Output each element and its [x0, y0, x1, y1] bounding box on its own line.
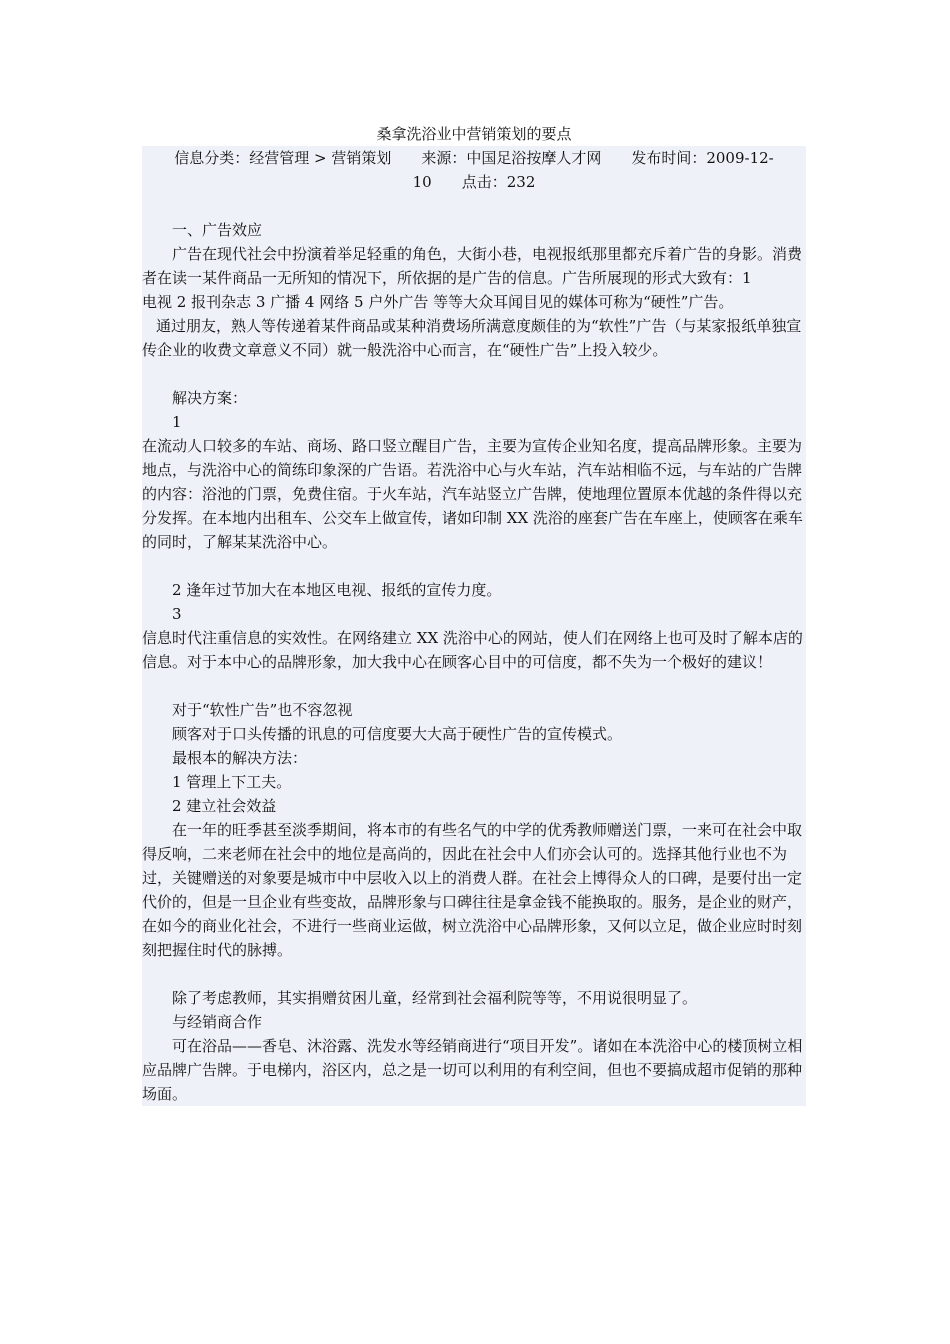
spacer	[142, 962, 806, 986]
paragraph: 信息时代注重信息的实效性。在网络建立 XX 洗浴中心的网站，使人们在网络上也可及时了解本店的信息。对于本中心的品牌形象，加大我中心在顾客心目中的可信度，都不失为一个极好的建议！	[142, 629, 803, 671]
paragraph: 2 建立社会效益	[172, 797, 277, 815]
meta-line-1: 信息分类：经营管理 > 营销策划 来源：中国足浴按摩人才网 发布时间：2009-12-	[174, 149, 774, 167]
spacer	[142, 554, 806, 578]
paragraph: 与经销商合作	[172, 1013, 263, 1031]
paragraph: 广告在现代社会中扮演着举足轻重的角色，大街小巷，电视报纸那里都充斥着广告的身影。消费者在读一某件商品一无所知的情况下，所依据的是广告的信息。广告所展现的形式大致有：1	[142, 245, 803, 287]
subheading-solutions: 解决方案：	[172, 389, 248, 407]
paragraph: 1 管理上下工夫。	[172, 773, 292, 791]
document	[142, 122, 806, 1106]
article-title: 桑拿洗浴业中营销策划的要点	[376, 125, 572, 143]
article-body	[142, 146, 806, 1106]
paragraph: 除了考虑教师，其实捐赠贫困儿童，经常到社会福利院等等，不用说很明显了。	[172, 989, 698, 1007]
paragraph: 通过朋友，熟人等传递着某件商品或某种消费场所满意度颇佳的为“软性”广告（与某家报纸单独宣传企业的收费文章意义不同）就一般洗浴中心而言，在“硬性广告”上投入较少。	[142, 317, 802, 359]
paragraph: 顾客对于口头传播的讯息的可信度要大大高于硬性广告的宣传模式。	[172, 725, 623, 743]
paragraph: 最根本的解决方法：	[172, 749, 308, 767]
spacer	[142, 362, 806, 386]
paragraph: 在流动人口较多的车站、商场、路口竖立醒目广告，主要为宣传企业知名度，提高品牌形象。主要为地点，与洗浴中心的简练印象深的广告语。若洗浴中心与火车站，汽车站相临不远，与车站的广告牌的内容：浴池的门票，免费住宿。于火车站，汽车站竖立广告牌，使地理位置原本优越的条件得以充分发挥。在本地内出租车、公交车上做宣传，诸如印制 XX 洗浴的座套广告在车座上，使顾客在乘车的同时，了解某某洗浴中心。	[142, 437, 803, 551]
paragraph: 2 逢年过节加大在本地区电视、报纸的宣传力度。	[172, 581, 502, 599]
paragraph: 在一年的旺季甚至淡季期间，将本市的有些名气的中学的优秀教师赠送门票，一来可在社会中取得反响，二来老师在社会中的地位是高尚的，因此在社会中人们亦会认可的。选择其他行业也不为过，关键赠送的对象要是城市中中层收入以上的消费人群。在社会上博得众人的口碑，是要付出一定代价的，但是一旦企业有些变故，品牌形象与口碑往往是拿金钱不能换取的。服务，是企业的财产，在如今的商业化社会，不进行一些商业运做，树立洗浴中心品牌形象，又何以立足，做企业应时时刻刻把握住时代的脉搏。	[142, 821, 803, 959]
meta-line-2: 10 点击：232	[412, 173, 536, 191]
paragraph: 电视 2 报刊杂志 3 广播 4 网络 5 户外广告 等等大众耳闻目见的媒体可称为“硬性”广告。	[142, 293, 734, 311]
list-number: 1	[172, 413, 182, 431]
spacer	[142, 674, 806, 698]
article-meta	[142, 146, 806, 194]
spacer	[142, 194, 806, 218]
paragraph: 可在浴品——香皂、沐浴露、洗发水等经销商进行“项目开发”。诸如在本洗浴中心的楼顶树立相应品牌广告牌。于电梯内，浴区内，总之是一切可以利用的有利空间，但也不要搞成超市促销的那种场面。	[142, 1037, 803, 1103]
paragraph: 对于“软性广告”也不容忽视	[172, 701, 353, 719]
list-number: 3	[172, 605, 182, 623]
section-heading-ads: 一、广告效应	[172, 221, 263, 239]
